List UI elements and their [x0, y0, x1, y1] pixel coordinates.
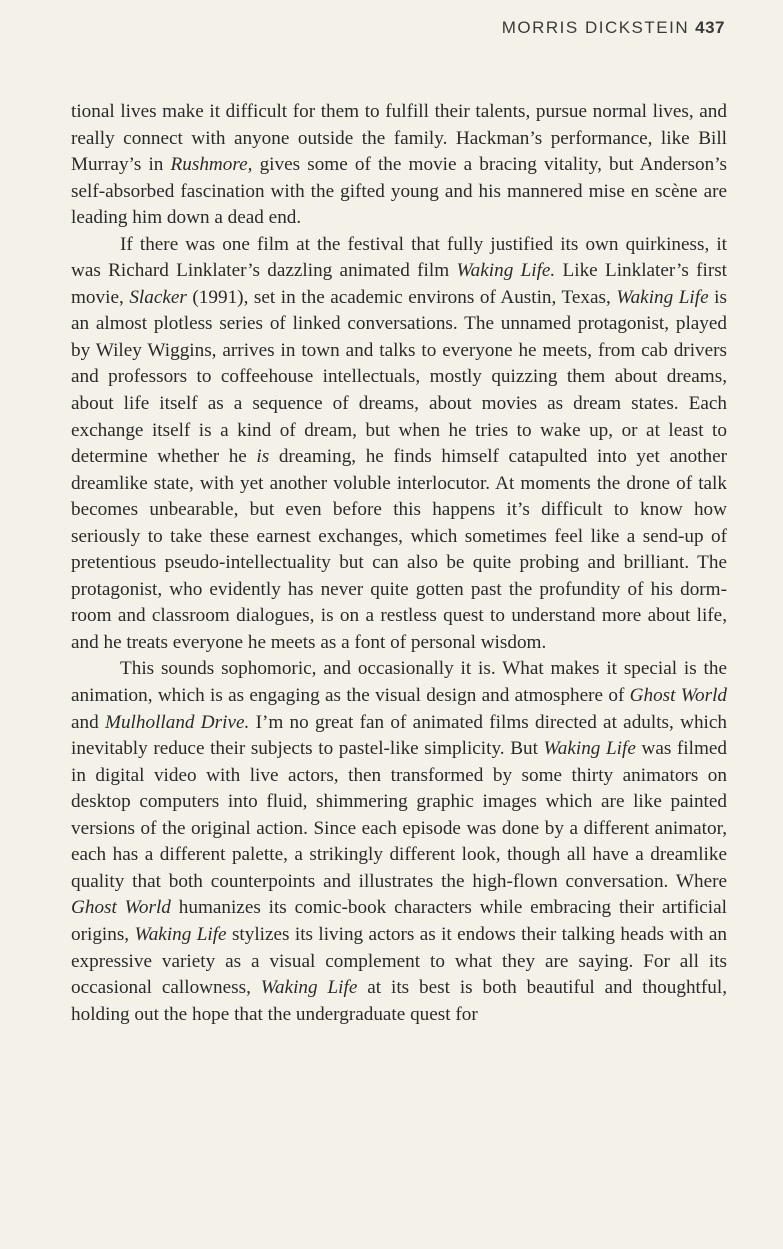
running-head: [502, 18, 725, 38]
italic-title-text: Slacker: [129, 286, 187, 308]
italic-title-text: Waking Life: [616, 286, 709, 308]
italic-title-text: Ghost World: [71, 897, 171, 919]
italic-title-text: Ghost World: [629, 685, 727, 707]
paragraph-2: [71, 232, 727, 657]
text-run: at its best is both beautiful and thoughtful, holding out the hope that the undergraduate quest for: [71, 977, 728, 1025]
page-number: 437: [695, 18, 725, 37]
italic-title-text: Waking Life: [543, 738, 636, 760]
text-run: humanizes its comic-book characters while embracing their artificial origins,: [71, 897, 727, 945]
italic-title-text: Mulholland Drive.: [104, 711, 250, 733]
running-head-author: MORRIS DICKSTEIN: [501, 18, 690, 37]
text-run: Like Linklater’s first movie,: [71, 260, 728, 308]
text-run: stylizes its living actors as it endows their talking heads with an expressive variety as a visual complement to what they are saying. For all its occasional callowness,: [71, 923, 727, 999]
italic-title-text: Waking Life: [134, 923, 227, 945]
text-run: was filmed in digital video with live actors, then transformed by some thirty animators on desktop computers into fluid, shimmering graphic images which are like painted versions of the original action. Since each episode was done by a different animator, each has a different palette, a strikingly different look, though all have a dreamlike quality that both counterpoints and illustrates the high-flown conversation. Where: [71, 738, 727, 892]
text-run: tional lives make it difficult for them to fulfill their talents, pursue normal lives, and really connect with anyone outside the family. Hackman’s performance, like Bill Murray’s in: [71, 101, 727, 176]
italic-title-text: Waking Life.: [456, 260, 556, 282]
italic-title-text: Waking Life: [260, 977, 358, 999]
paragraph-3: [71, 656, 727, 1028]
paragraph-1: [71, 99, 727, 232]
text-run: dreaming, he finds himself catapulted into yet another dreamlike state, with yet another voluble interlocutor. At moments the drone of talk becomes unbearable, but even before this happens it’s difficult to know how seriously to take these earnest exchanges, which sometimes feel like a send-up of pretentious pseudo-intellectuality but can also be quite probing and brilliant. The protagonist, who evidently has never quite gotten past the profundity of his dorm-room and classroom dialogues, is on a restless quest to understand more about life, and he treats everyone he meets as a font of personal wisdom.: [71, 446, 727, 653]
text-run: and: [71, 711, 105, 733]
text-run: This sounds sophomoric, and occasionally it is. What makes it special is the animation, which is as engaging as the visual design and atmosphere of: [71, 658, 727, 707]
body-text: [71, 99, 727, 1028]
italic-title-text: is: [256, 446, 270, 468]
text-run: If there was one film at the festival that fully justified its own quirkiness, it was Richard Linklater’s dazzling animated film: [71, 233, 727, 282]
italic-title-text: Rushmore,: [170, 154, 253, 176]
text-run: is an almost plotless series of linked conversations. The unnamed protagonist, played by Wiley Wiggins, arrives in town and talks to everyone he meets, from cab drivers and professors to coffeehouse intellectuals, mostly quizzing them about dreams, about life itself as a sequence of dreams, about movies as dream states. Each exchange itself is a kind of dream, but when he tries to wake up, or at least to determine whether he: [71, 286, 727, 468]
text-run: (1991), set in the academic environs of Austin, Texas,: [186, 286, 617, 308]
text-run: gives some of the movie a bracing vitality, but Anderson’s self-absorbed fascination with the gifted young and his mannered mise en scène are leading him down a dead end.: [71, 154, 727, 229]
text-run: I’m no great fan of animated films directed at adults, which inevitably reduce their subjects to pastel-like simplicity. But: [71, 711, 727, 760]
